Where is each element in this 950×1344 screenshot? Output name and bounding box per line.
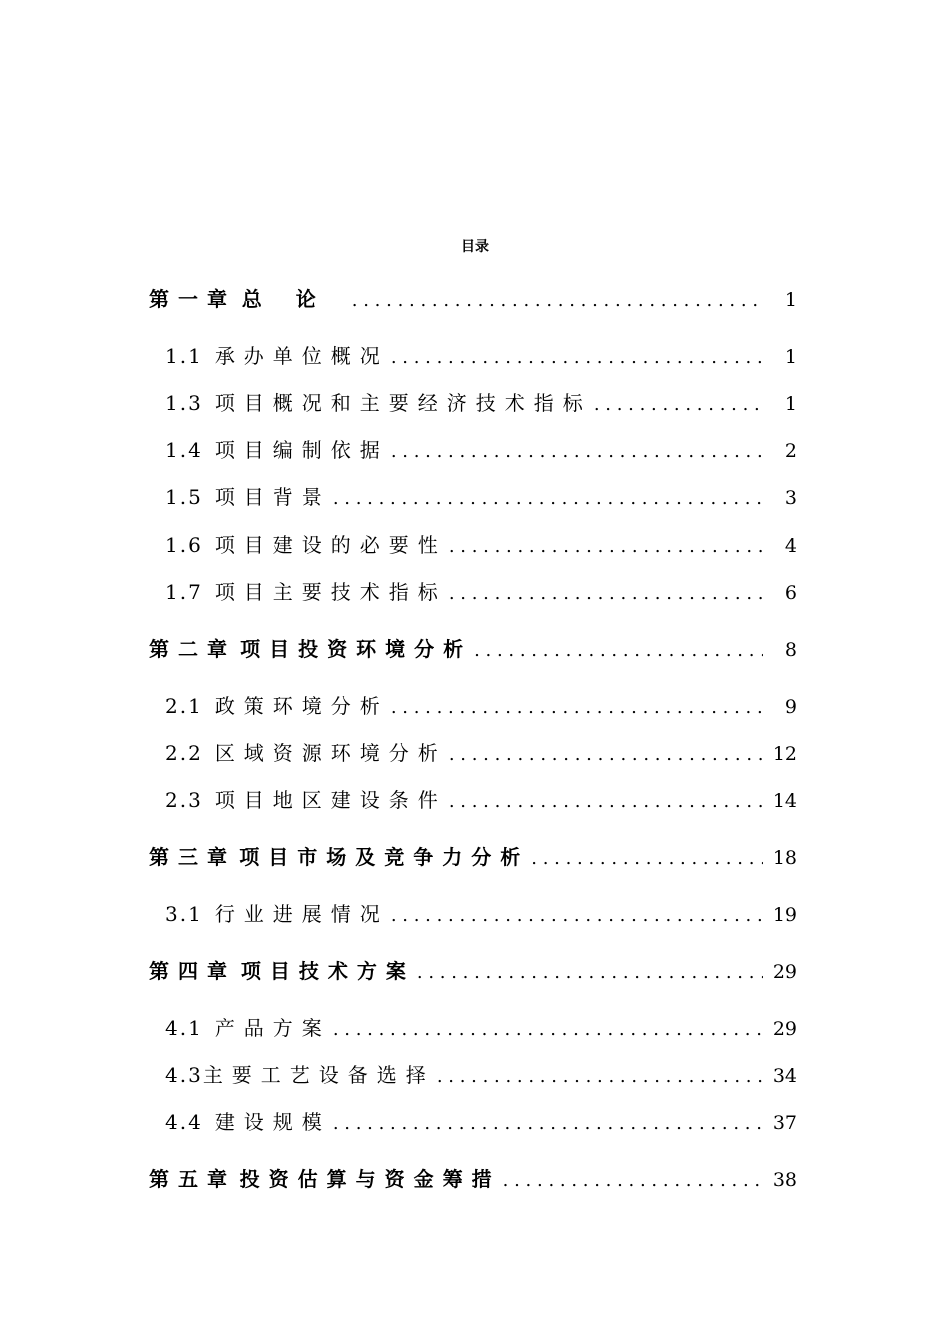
dot-leader — [391, 441, 763, 462]
toc-chapter-entry[interactable] — [149, 841, 797, 870]
toc-page-number: 4 — [784, 535, 797, 557]
toc-section-entry[interactable] — [165, 434, 797, 463]
toc-page-number: 9 — [784, 696, 797, 718]
toc-page-number: 8 — [784, 639, 797, 661]
toc-page-number: 34 — [772, 1065, 797, 1087]
dot-leader — [417, 962, 763, 983]
toc-entry-number: 2.2 — [165, 741, 203, 765]
toc-entry-title: 政策环境分析 — [214, 694, 389, 718]
toc-chapter-entry[interactable] — [149, 1163, 797, 1192]
toc-chapter-entry[interactable] — [149, 283, 797, 312]
toc-entry-title: 行业进展情况 — [214, 902, 389, 926]
toc-entry-title: 项目编制依据 — [214, 438, 389, 462]
dot-leader — [391, 347, 763, 368]
toc-entry-number: 4.4 — [165, 1110, 203, 1134]
toc-entry-number: 1.6 — [165, 533, 203, 557]
toc-entry-title: 项目市场及竞争力分析 — [239, 845, 530, 869]
toc-page-number: 1 — [784, 289, 797, 311]
toc-section-entry[interactable] — [165, 737, 797, 766]
toc-entry-title: 区域资源环境分析 — [214, 741, 447, 765]
dot-leader — [594, 394, 763, 415]
dot-leader — [333, 1113, 763, 1134]
toc-entry-number: 3.1 — [165, 902, 203, 926]
toc-entry-title: 总论 — [241, 287, 350, 311]
toc-entry-number: 2.1 — [165, 694, 203, 718]
dot-leader — [352, 290, 763, 311]
toc-entry-number: 第一章 — [149, 287, 236, 311]
toc-page-number: 6 — [784, 582, 797, 604]
toc-entry-title: 主要工艺设备选择 — [202, 1063, 435, 1087]
toc-section-entry[interactable] — [165, 1012, 797, 1041]
dot-leader — [449, 791, 763, 812]
dot-leader — [503, 1170, 763, 1191]
dot-leader — [333, 1019, 763, 1040]
toc-page-number: 18 — [772, 847, 797, 869]
toc-entry-title: 项目投资环境分析 — [240, 637, 473, 661]
toc-section-entry[interactable] — [165, 387, 797, 416]
dot-leader — [531, 848, 763, 869]
toc-title: 目录 — [461, 239, 489, 255]
toc-entry-number: 4.1 — [165, 1016, 203, 1040]
toc-entry-title: 项目主要技术指标 — [214, 580, 447, 604]
toc-entry-number: 第四章 — [149, 959, 236, 983]
dot-leader — [449, 583, 763, 604]
toc-entry-title: 投资估算与资金筹措 — [239, 1167, 501, 1191]
toc-page-number: 3 — [784, 487, 797, 509]
toc-section-entry[interactable] — [165, 340, 797, 369]
toc-page-number: 12 — [772, 743, 797, 765]
toc-page-number: 19 — [772, 904, 797, 926]
toc-section-entry[interactable] — [165, 481, 797, 510]
toc-section-entry[interactable] — [165, 576, 797, 605]
toc-section-entry[interactable] — [165, 690, 797, 719]
toc-section-entry[interactable] — [165, 898, 797, 927]
toc-section-entry[interactable] — [165, 784, 797, 813]
dot-leader — [449, 536, 763, 557]
toc-entry-title: 承办单位概况 — [214, 344, 389, 368]
toc-section-entry[interactable] — [165, 1059, 797, 1088]
toc-section-entry[interactable] — [165, 1106, 797, 1135]
toc-page-number: 14 — [772, 790, 797, 812]
toc-page-number: 1 — [784, 346, 797, 368]
toc-entry-number: 2.3 — [165, 788, 203, 812]
dot-leader — [449, 744, 763, 765]
toc-section-entry[interactable] — [165, 529, 797, 558]
toc-entry-number: 1.5 — [165, 485, 203, 509]
toc-page-number: 29 — [772, 1018, 797, 1040]
toc-page-number: 29 — [772, 961, 797, 983]
toc-page-number: 2 — [784, 440, 797, 462]
toc-entry-title: 项目技术方案 — [240, 959, 415, 983]
toc-entry-number: 1.1 — [165, 344, 203, 368]
toc-entry-number: 第二章 — [149, 637, 236, 661]
toc-entry-title: 项目地区建设条件 — [214, 788, 447, 812]
toc-page-number: 37 — [772, 1112, 797, 1134]
toc-entry-number: 第五章 — [149, 1167, 236, 1191]
dot-leader — [391, 697, 763, 718]
dot-leader — [333, 488, 763, 509]
toc-entry-number: 1.7 — [165, 580, 203, 604]
dot-leader — [391, 905, 763, 926]
toc-entry-title: 项目建设的必要性 — [214, 533, 447, 557]
toc-entry-number: 1.3 — [165, 391, 203, 415]
toc-entry-number: 4.3 — [165, 1063, 203, 1087]
toc-page-number: 1 — [784, 393, 797, 415]
toc-entry-title: 项目背景 — [214, 485, 331, 509]
dot-leader — [474, 640, 763, 661]
toc-entry-title: 项目概况和主要经济技术指标 — [214, 391, 592, 415]
toc-chapter-entry[interactable] — [149, 633, 797, 662]
toc-entry-number: 第三章 — [149, 845, 236, 869]
toc-entry-title: 建设规模 — [214, 1110, 331, 1134]
toc-entry-number: 1.4 — [165, 438, 203, 462]
toc-chapter-entry[interactable] — [149, 955, 797, 984]
dot-leader — [437, 1066, 763, 1087]
toc-page-number: 38 — [772, 1169, 797, 1191]
toc-entry-title: 产品方案 — [214, 1016, 331, 1040]
